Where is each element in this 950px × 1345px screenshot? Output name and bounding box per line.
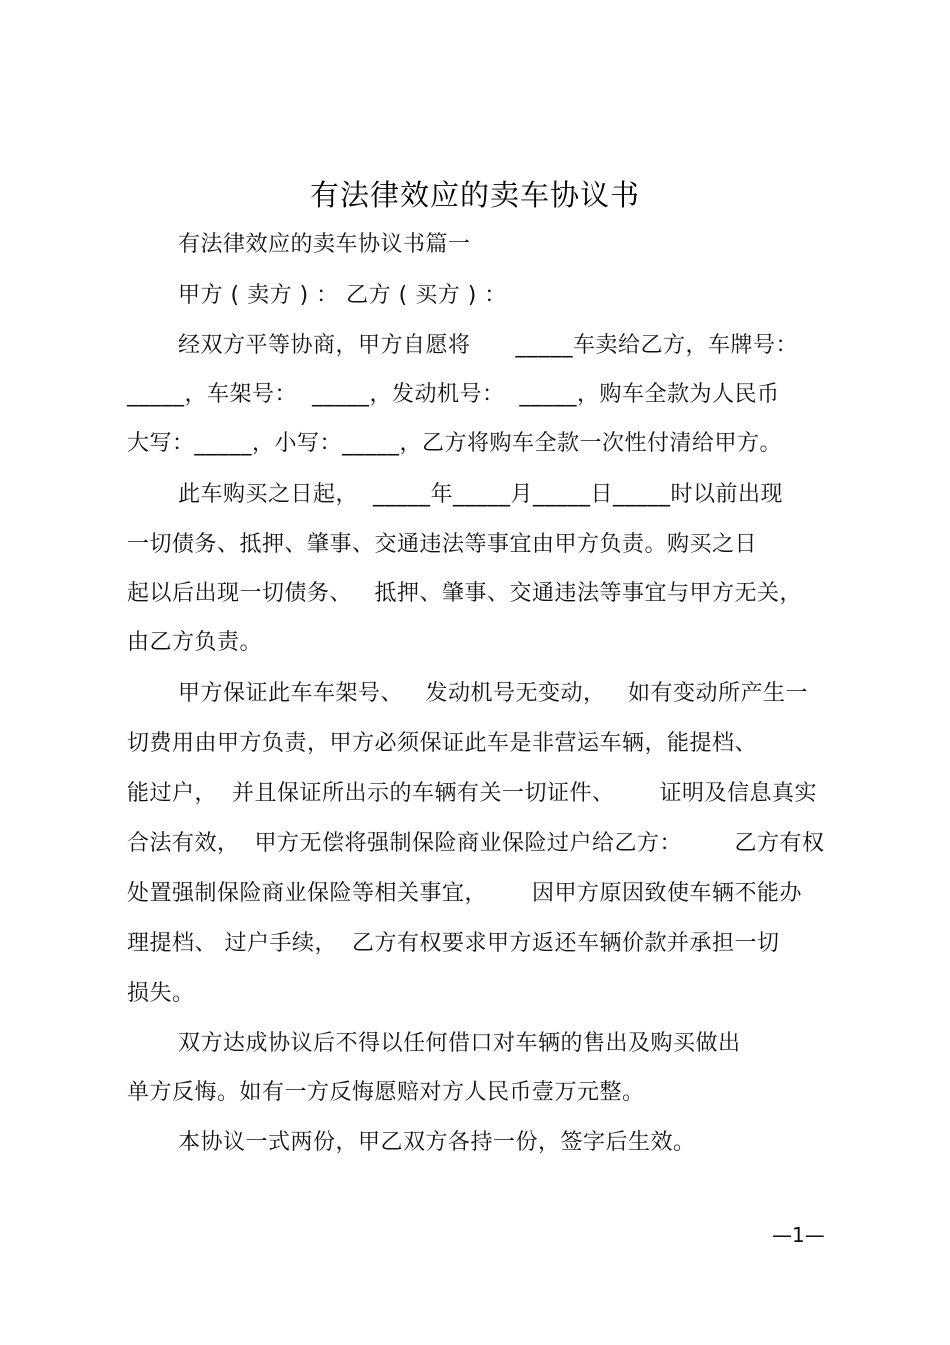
document-title: 有法律效应的卖车协议书 bbox=[309, 178, 640, 212]
paragraph-3-line-4: 合法有效， 甲方无偿将强制保险商业保险过户给乙方： 乙方有权 bbox=[127, 831, 825, 856]
paragraph-3-line-2: 切费用由甲方负责，甲方必须保证此车是非营运车辆，能提档、 bbox=[127, 731, 758, 756]
paragraph-1-line-2: _____，车架号： _____，发动机号： _____，购车全款为人民币 bbox=[127, 382, 780, 407]
paragraph-2-line-4: 由乙方负责。 bbox=[127, 630, 263, 655]
parties-line: 甲方 ( 卖方 ) ： 乙方 ( 买方 ) ： bbox=[178, 283, 507, 308]
paragraph-3-line-5: 处置强制保险商业保险等相关事宜， 因甲方原因致使车辆不能办 bbox=[127, 881, 802, 906]
subtitle-line: 有法律效应的卖车协议书篇一 bbox=[178, 232, 471, 257]
paragraph-4-line-2: 单方反悔。如有一方反悔愿赔对方人民币壹万元整。 bbox=[127, 1080, 645, 1105]
paragraph-3-line-1: 甲方保证此车车架号、 发动机号无变动， 如有变动所产生一 bbox=[178, 681, 808, 706]
paragraph-5-line-1: 本协议一式两份，甲乙双方各持一份，签字后生效。 bbox=[178, 1130, 696, 1155]
paragraph-2-line-2: 一切债务、抵押、肇事、交通违法等事宜由甲方负责。购买之日 bbox=[127, 532, 758, 557]
paragraph-3-line-3: 能过户， 并且保证所出示的车辆有关一切证件、 证明及信息真实 bbox=[127, 781, 817, 806]
paragraph-3-line-6: 理提档、 过户手续， 乙方有权要求甲方返还车辆价款并承担一切 bbox=[127, 931, 780, 956]
paragraph-4-line-1: 双方达成协议后不得以任何借口对车辆的售出及购买做出 bbox=[178, 1031, 741, 1056]
page-number: —1— bbox=[772, 1223, 825, 1247]
paragraph-2-line-3: 起以后出现一切债务、 抵押、肇事、交通违法等事宜与甲方无关， bbox=[127, 581, 802, 606]
paragraph-3-line-7: 损失。 bbox=[127, 981, 195, 1006]
paragraph-1-line-1: 经双方平等协商，甲方自愿将 _____车卖给乙方，车牌号： bbox=[178, 333, 798, 358]
paragraph-1-line-3: 大写：_____，小写：_____，乙方将购车全款一次性付清给甲方。 bbox=[127, 431, 783, 456]
paragraph-2-line-1: 此车购买之日起， _____年_____月_____日_____时以前出现 bbox=[178, 482, 783, 507]
